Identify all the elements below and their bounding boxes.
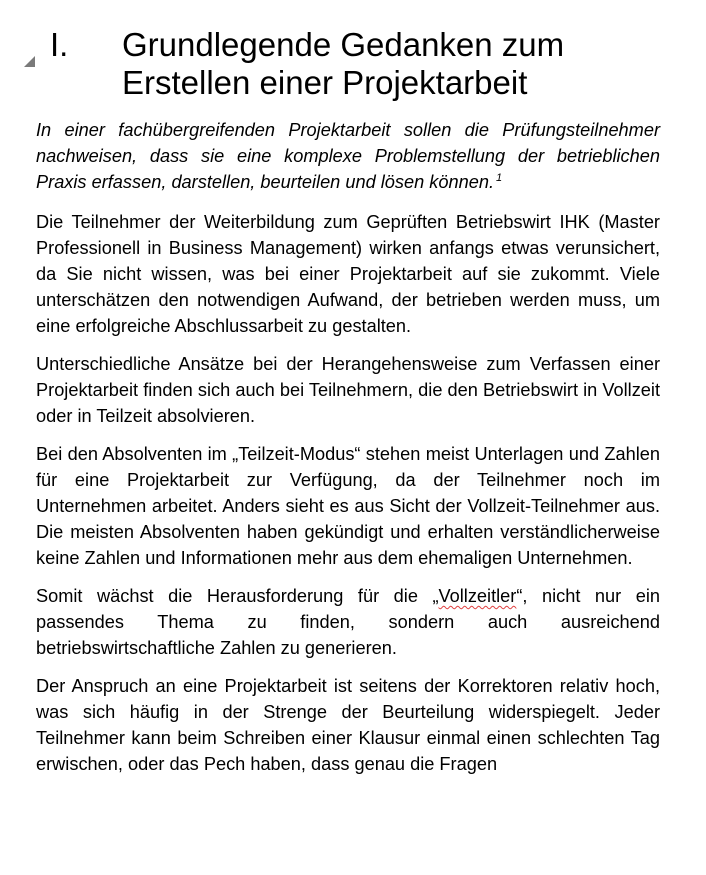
spelling-flagged-word[interactable]: Vollzeitler bbox=[438, 586, 517, 606]
paragraph-4-end: “, nicht nur ein passendes Thema zu finden, sondern auch ausreichend betriebswirtschaftliche Zahlen zu generieren. bbox=[36, 586, 660, 658]
intro-text: In einer fachübergreifenden Projektarbeit sollen die Prüfungsteilnehmer nachweisen, dass sie eine komplexe Problemstellung der betrieblichen Praxis erfassen, darstellen, beurteilen und lösen können. bbox=[36, 120, 660, 192]
footnote-reference[interactable]: 1 bbox=[496, 172, 503, 184]
paragraph-5: Der Anspruch an eine Projektarbeit ist seitens der Korrektoren relativ hoch, was sich häufig in der Strenge der Beurteilung widerspiegelt. Jeder Teilnehmer kann beim Schreiben einer Klausur einmal einen schlechten Tag erwischen, oder das Pech haben, dass genau die Fragen bbox=[36, 676, 660, 774]
intro-paragraph bbox=[36, 117, 660, 195]
paragraph-3: Bei den Absolventen im „Teilzeit-Modus“ stehen meist Unterlagen und Zahlen für eine Projektarbeit zur Verfügung, da der Teilnehmer noch im Unternehmen arbeitet. Anders sieht es aus Sicht der Vollzeit-Teilnehmer aus. Die meisten Absolventen haben gekündigt und erhalten verständlicherweise keine Zahlen und Informationen mehr aus dem ehemaligen Unternehmen. bbox=[36, 444, 660, 568]
paragraph-4 bbox=[36, 583, 660, 661]
paragraph-4-start: Somit wächst die Herausforderung für die „ bbox=[36, 586, 439, 606]
body-text bbox=[36, 117, 660, 789]
heading-number: I. bbox=[50, 26, 69, 63]
chapter-heading bbox=[0, 22, 706, 114]
heading-title: Grundlegende Gedanken zum Erstellen einer Projektarbeit bbox=[122, 26, 565, 101]
paragraph-2: Unterschiedliche Ansätze bei der Herangehensweise zum Verfassen einer Projektarbeit finden sich auch bei Teilnehmern, die den Betriebswirt in Vollzeit oder in Teilzeit absolvieren. bbox=[36, 354, 660, 426]
collapse-triangle-icon[interactable] bbox=[24, 56, 35, 67]
paragraph-1: Die Teilnehmer der Weiterbildung zum Geprüften Betriebswirt IHK (Master Professionell in Business Management) wirken anfangs etwas verunsichert, da Sie nicht wissen, was bei einer Projektarbeit auf sie zukommt. Viele unterschätzen den notwendigen Aufwand, der betrieben werden muss, um eine erfolgreiche Abschlussarbeit zu gestalten. bbox=[36, 212, 660, 336]
